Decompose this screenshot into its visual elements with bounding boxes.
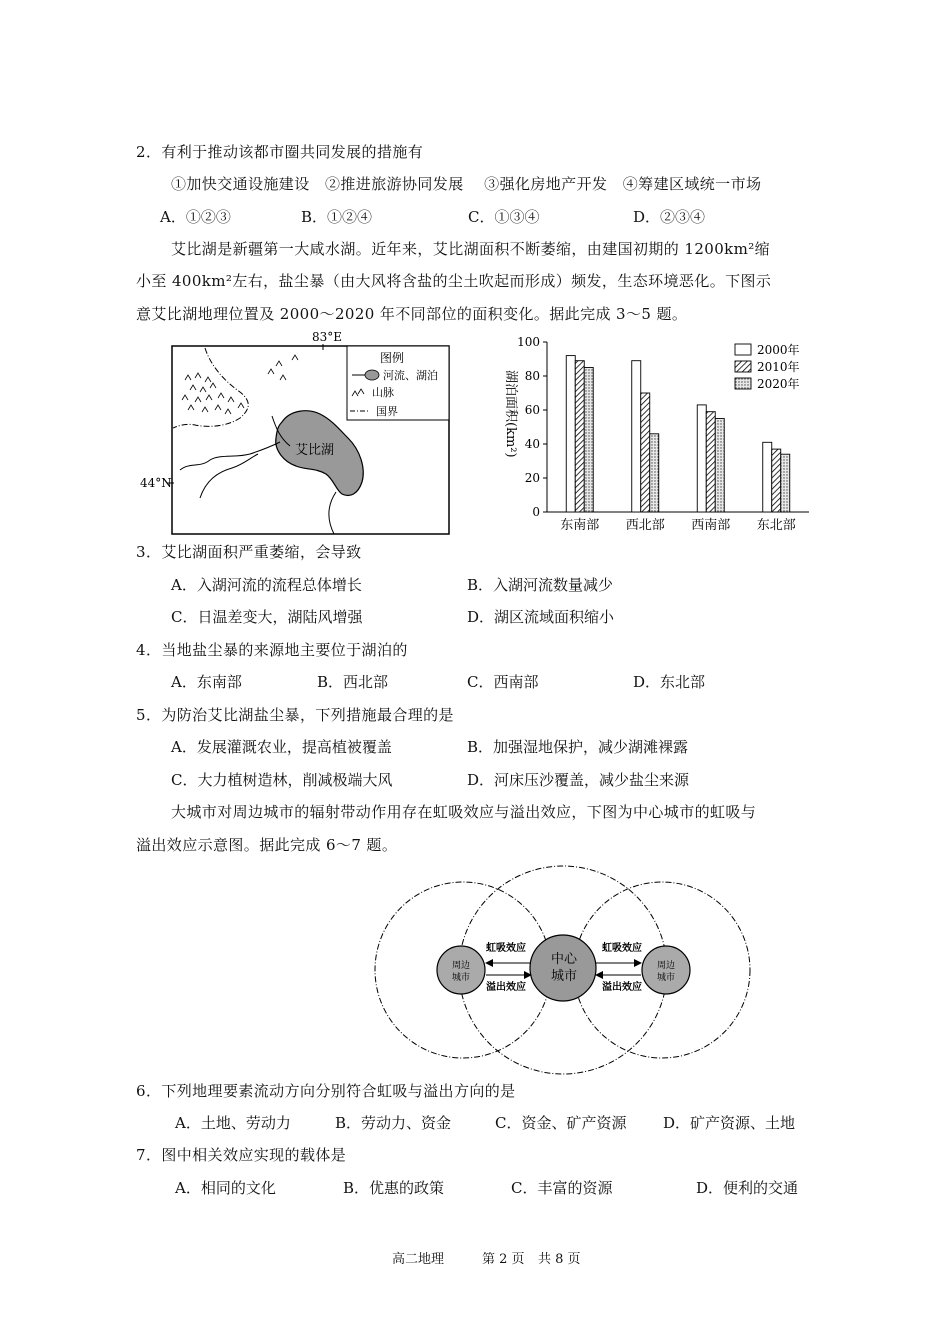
q7-option-b: B．优惠的政策 xyxy=(343,1179,445,1197)
q2-option-d: D．②③④ xyxy=(633,208,706,226)
q5-option-c: C．大力植树造林，削减极端大风 xyxy=(171,771,393,789)
chart-bar xyxy=(584,368,593,513)
center-city-label-2: 城市 xyxy=(551,969,578,984)
q2-stem: 2．有利于推动该都市圈共同发展的措施有 xyxy=(136,143,424,161)
chart-y-tick-label: 0 xyxy=(532,505,540,519)
intro2-line-2: 溢出效应示意图。据此完成 6～7 题。 xyxy=(136,836,398,854)
chart-bar xyxy=(575,361,584,512)
q6-option-d: D．矿产资源、土地 xyxy=(663,1114,796,1132)
q3-stem: 3．艾比湖面积严重萎缩，会导致 xyxy=(136,543,362,561)
left-spill-label: 溢出效应 xyxy=(486,982,526,993)
q6-option-c: C．资金、矿产资源 xyxy=(495,1114,627,1132)
chart-x-tick-label: 东南部 xyxy=(560,518,600,533)
intro1-line-1: 艾比湖是新疆第一大咸水湖。近年来，艾比湖面积不断萎缩，由建国初期的 1200km²缩 xyxy=(171,240,771,258)
chart-legend-label: 2020年 xyxy=(757,377,800,391)
right-spill-label: 溢出效应 xyxy=(602,982,642,993)
chart-ylabel: 湖泊面积(km²) xyxy=(503,370,518,458)
right-city-label-2: 城市 xyxy=(657,973,676,983)
chart-legend-swatch xyxy=(735,378,751,389)
chart-bar xyxy=(632,361,641,512)
q4-option-b: B．西北部 xyxy=(317,673,389,691)
map-lon-label: 83°E xyxy=(312,330,343,344)
intro1-line-3: 意艾比湖地理位置及 2000～2020 年不同部位的面积变化。据此完成 3～5 题。 xyxy=(136,305,688,323)
intro1-line-2: 小至 400km²左右，盐尘暴（由大风将含盐的尘土吹起而形成）频发，生态环境恶化。下图示 xyxy=(136,272,772,290)
left-siphon-label: 虹吸效应 xyxy=(486,943,526,954)
chart-y-tick-label: 20 xyxy=(524,471,540,485)
siphon-spill-diagram xyxy=(370,858,755,1083)
right-city-label-1: 周边 xyxy=(657,961,676,971)
chart-bar xyxy=(763,442,772,512)
chart-legend-swatch xyxy=(735,361,751,372)
q7-option-c: C．丰富的资源 xyxy=(511,1179,613,1197)
left-city-label-2: 城市 xyxy=(452,973,471,983)
chart-y-tick-label: 80 xyxy=(524,369,540,383)
q5-option-d: D．河床压沙覆盖，减少盐尘来源 xyxy=(467,771,690,789)
q3-option-b: B．入湖河流数量减少 xyxy=(467,576,614,594)
chart-bar xyxy=(781,454,790,512)
q2-option-b: B．①②④ xyxy=(301,208,373,226)
chart-bar xyxy=(706,412,715,512)
q4-option-c: C．西南部 xyxy=(467,673,539,691)
chart-legend-label: 2000年 xyxy=(757,343,800,357)
chart-x-tick-label: 东北部 xyxy=(756,518,796,533)
q6-option-a: A．土地、劳动力 xyxy=(175,1114,291,1132)
q7-stem: 7．图中相关效应实现的载体是 xyxy=(136,1146,347,1164)
q5-option-b: B．加强湿地保护，减少湖滩裸露 xyxy=(467,738,689,756)
legend-border: 国界 xyxy=(376,405,398,418)
river xyxy=(180,442,280,470)
legend-title: 图例 xyxy=(380,351,405,365)
q6-option-b: B．劳动力、资金 xyxy=(335,1114,452,1132)
right-siphon-label: 虹吸效应 xyxy=(602,943,642,954)
q4-option-a: A．东南部 xyxy=(171,673,242,691)
q2-option-c: C．①③④ xyxy=(468,208,540,226)
chart-legend-swatch xyxy=(735,344,751,355)
q3-option-d: D．湖区流域面积缩小 xyxy=(467,608,615,626)
q5-option-a: A．发展灌溉农业，提高植被覆盖 xyxy=(171,738,392,756)
lake-area-bar-chart xyxy=(495,330,825,540)
legend-river-lake: 河流、湖泊 xyxy=(383,369,438,382)
q4-stem: 4．当地盐尘暴的来源地主要位于湖泊的 xyxy=(136,641,408,659)
chart-bar xyxy=(715,419,724,513)
river xyxy=(329,492,336,534)
map-lat-label: 44°N xyxy=(140,476,172,490)
footer-total: 共 8 页 xyxy=(538,1252,581,1267)
q3-option-a: A．入湖河流的流程总体增长 xyxy=(171,576,362,594)
chart-bar xyxy=(697,405,706,512)
footer-page: 第 2 页 xyxy=(482,1252,525,1267)
chart-bar xyxy=(772,449,781,512)
chart-x-tick-label: 西南部 xyxy=(691,518,731,533)
aibi-lake-map xyxy=(140,330,460,540)
chart-y-tick-label: 40 xyxy=(524,437,540,451)
chart-x-tick-label: 西北部 xyxy=(625,518,665,533)
center-city xyxy=(530,935,596,1001)
q4-option-d: D．东北部 xyxy=(633,673,706,691)
q2-statements: ①加快交通设施建设 ②推进旅游协同发展 ③强化房地产开发 ④筹建区域统一市场 xyxy=(171,175,762,193)
map-lake-label: 艾比湖 xyxy=(295,443,335,458)
chart-y-tick-label: 100 xyxy=(517,335,540,349)
left-city-label-1: 周边 xyxy=(452,961,471,971)
chart-bar xyxy=(650,434,659,512)
q7-option-d: D．便利的交通 xyxy=(696,1179,799,1197)
q2-option-a: A．①②③ xyxy=(160,208,231,226)
footer-subject: 高二地理 xyxy=(392,1252,445,1267)
chart-legend-label: 2010年 xyxy=(757,360,800,374)
river-lake-legend-icon xyxy=(365,370,379,380)
center-city-label-1: 中心 xyxy=(551,952,578,967)
q3-option-c: C．日温差变大，湖陆风增强 xyxy=(171,608,363,626)
mountain-icon xyxy=(182,355,298,414)
intro2-line-1: 大城市对周边城市的辐射带动作用存在虹吸效应与溢出效应，下图为中心城市的虹吸与 xyxy=(171,803,757,821)
chart-bar xyxy=(566,356,575,512)
chart-y-tick-label: 60 xyxy=(524,403,540,417)
q7-option-a: A．相同的文化 xyxy=(175,1179,276,1197)
legend-mountain: 山脉 xyxy=(372,386,394,399)
national-border xyxy=(173,348,248,428)
chart-bar xyxy=(641,393,650,512)
q6-stem: 6．下列地理要素流动方向分别符合虹吸与溢出方向的是 xyxy=(136,1082,516,1100)
q5-stem: 5．为防治艾比湖盐尘暴，下列措施最合理的是 xyxy=(136,706,454,724)
